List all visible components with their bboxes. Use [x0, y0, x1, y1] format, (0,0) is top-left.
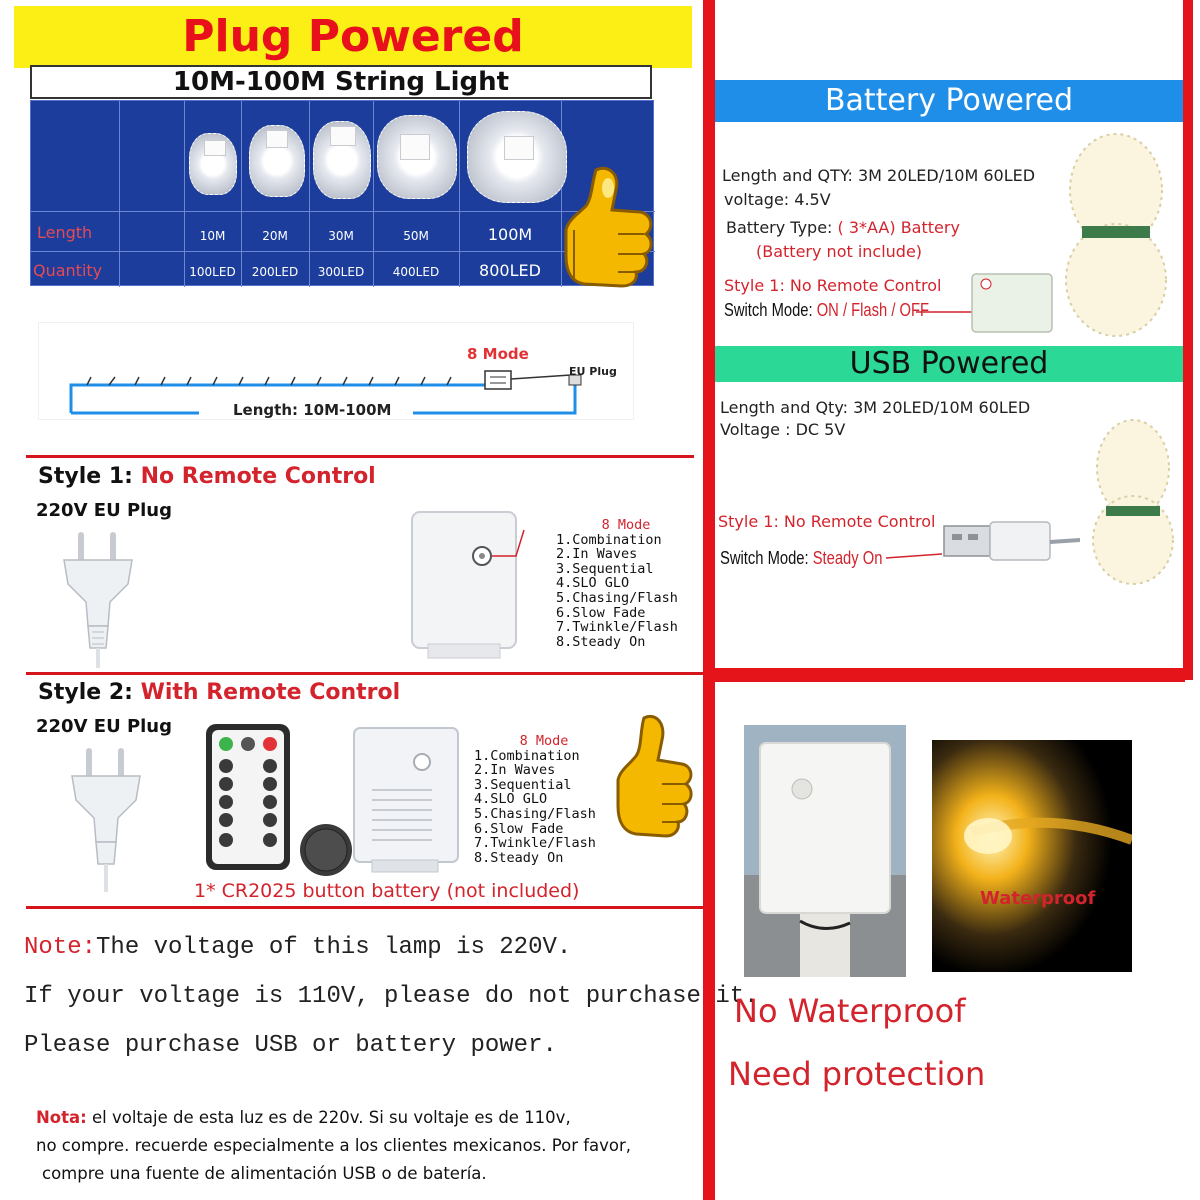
battery-voltage: voltage: 4.5V — [724, 190, 831, 209]
controller-box-remote — [352, 724, 464, 874]
style1-title: Style 1: No Remote Control — [38, 464, 376, 489]
no-waterproof-text: No Waterproof — [734, 992, 966, 1030]
note-line-2: If your voltage is 110V, please do not purchase it. — [24, 983, 759, 1010]
usb-length-qty: Length and Qty: 3M 20LED/10M 60LED — [720, 398, 1031, 417]
battery-style-line: Style 1: No Remote Control — [724, 276, 942, 295]
string-light-coil-20m — [249, 125, 305, 197]
eu-plug-icon — [66, 744, 146, 894]
quantity-cell: 300LED — [317, 265, 365, 279]
string-light-diagram — [38, 322, 634, 420]
usb-style-line: Style 1: No Remote Control — [718, 512, 936, 531]
string-light-coil-50m — [377, 115, 457, 199]
style1-plug-label: 220V EU Plug — [36, 500, 173, 521]
string-light-title: 10M-100M String Light — [30, 65, 652, 99]
controller-box-no-remote — [408, 508, 528, 660]
modes-list-style1: 8 Mode 1.Combination 2.In Waves 3.Sequential 4.SLO GLO 5.Chasing/Flash 6.Slow Fade 7.Twinkle/Flash 8.Steady On — [556, 517, 678, 650]
battery-box — [916, 268, 1066, 338]
length-cell: 50M — [403, 229, 429, 243]
usb-string-light-coil — [1088, 418, 1178, 586]
quantity-cell: 400LED — [392, 265, 440, 279]
usb-plug-icon — [880, 516, 1080, 570]
battery-switch-mode: Switch Mode: ON / Flash / OFF — [724, 300, 930, 320]
length-cell: 20M — [262, 229, 288, 243]
note-line-1: Note:The voltage of this lamp is 220V. — [24, 934, 572, 961]
battery-length-qty: Length and QTY: 3M 20LED/10M 60LED — [722, 166, 1036, 185]
length-label: Length: 10M-100M — [229, 401, 395, 419]
coin-battery-icon — [298, 822, 354, 878]
right-horizontal-divider — [715, 668, 1185, 682]
battery-not-included: (Battery not include) — [756, 242, 923, 261]
waterproof-bulb-photo — [932, 740, 1132, 972]
nota-spanish: Nota: el voltaje de esta luz es de 220v. Si su voltaje es de 110v, no compre. recuerde especialmente a los clientes mexicanos. Por favor, compre una fuente de alimentación USB o de batería. — [36, 1108, 632, 1183]
usb-voltage: Voltage : DC 5V — [720, 420, 846, 439]
protected-controller-photo — [744, 725, 906, 977]
style2-plug-label: 220V EU Plug — [36, 716, 173, 737]
length-cell: 30M — [328, 229, 354, 243]
section-divider — [26, 906, 704, 909]
section-divider — [26, 672, 704, 675]
quantity-cell: 200LED — [251, 265, 299, 279]
length-cell: 10M — [199, 229, 226, 243]
thumbs-up-icon — [548, 160, 658, 290]
right-edge-divider — [1183, 0, 1193, 680]
battery-note: 1* CR2025 button battery (not included) — [194, 880, 580, 902]
length-cell: 100M — [487, 225, 533, 244]
string-light-coil-30m — [313, 121, 371, 199]
string-light-coil-10m — [189, 133, 237, 195]
battery-type: Battery Type: ( 3*AA) Battery — [726, 218, 960, 237]
battery-powered-header: Battery Powered — [715, 80, 1183, 122]
modes-list-style2: 8 Mode 1.Combination 2.In Waves 3.Sequential 4.SLO GLO 5.Chasing/Flash 6.Slow Fade 7.Twinkle/Flash 8.Steady On — [474, 733, 596, 866]
note-line-3: Please purchase USB or battery power. — [24, 1032, 557, 1059]
quantity-cell: 100LED — [189, 265, 236, 279]
style2-title: Style 2: With Remote Control — [38, 680, 401, 705]
thumbs-up-icon — [610, 712, 696, 852]
waterproof-badge: Waterproof — [980, 888, 1096, 909]
usb-powered-header: USB Powered — [715, 346, 1183, 382]
eu-plug-label: EU Plug — [569, 365, 617, 378]
need-protection-text: Need protection — [728, 1055, 986, 1093]
remote-control — [204, 722, 292, 872]
eu-plug-icon — [58, 528, 138, 668]
section-divider — [26, 455, 694, 458]
quantity-cell: 800LED — [479, 261, 541, 280]
diagram-mode-label: 8 Mode — [467, 345, 529, 363]
usb-switch-mode: Switch Mode: Steady On — [720, 548, 883, 568]
quantity-row-label: Quantity — [33, 261, 103, 280]
vertical-divider — [703, 0, 715, 1200]
plug-powered-header: Plug Powered — [14, 6, 692, 68]
battery-string-light-coil — [1052, 130, 1180, 340]
length-row-label: Length — [37, 223, 93, 242]
